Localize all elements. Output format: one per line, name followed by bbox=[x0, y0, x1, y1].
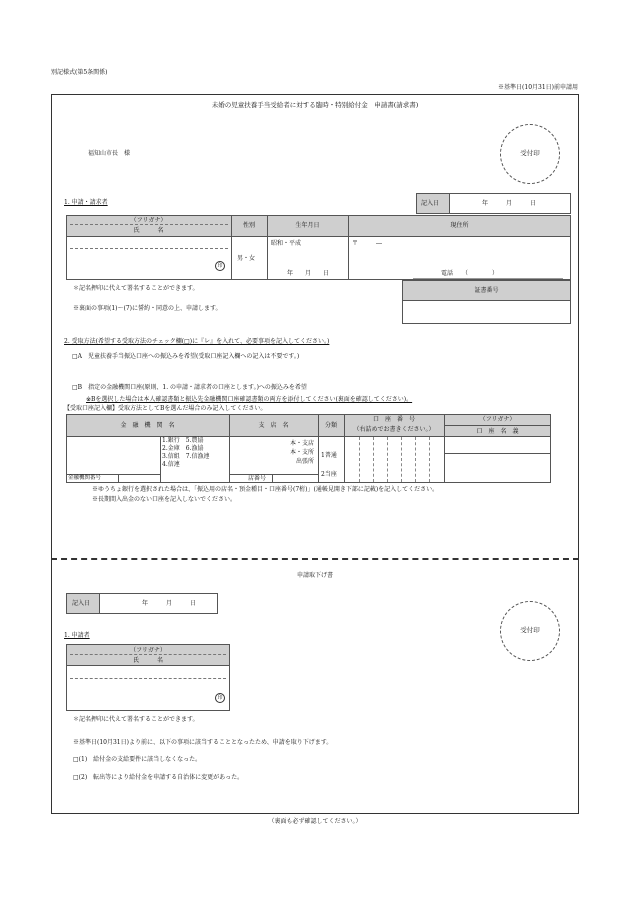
withdrawal-name-label: 氏 名 bbox=[132, 657, 163, 664]
yucho-note: ※ゆうちょ銀行を選択された場合は、「振込用の店名・預金種目・口座番号(7桁)」(通帳見開き下部に記載)を記入してください。 bbox=[92, 486, 439, 493]
account-type-row: 2当座 bbox=[321, 471, 337, 478]
certificate-number-label: 証書番号 bbox=[474, 287, 499, 294]
branch-type-row: 本・支店 bbox=[289, 440, 314, 447]
branch-type-options[interactable] bbox=[278, 439, 314, 466]
account-type-options[interactable] bbox=[321, 446, 337, 484]
bank-code-label: 金融機関番号 bbox=[68, 475, 102, 481]
withdrawal-sign-note: ＊記名押印に代えて署名することができます。 bbox=[73, 716, 199, 723]
applicant-seal-mark: 印 bbox=[215, 261, 225, 271]
footer-note: （裏面も必ず確認してください。） bbox=[268, 818, 362, 825]
option-a-checkbox[interactable]: □A 児童扶養手当振込口座への振込みを希望(受取口座記入欄への記入は不要です。) bbox=[72, 353, 300, 360]
entry-date-value: 年 月 日 bbox=[482, 200, 537, 207]
bank-type-row: 3.信組 7.信漁連 bbox=[162, 453, 210, 460]
branch-code-label: 店番号 bbox=[248, 475, 267, 482]
account-number-subheader: （右詰めでお書きください。） bbox=[353, 426, 435, 433]
postal-code-field[interactable]: 〒 ― bbox=[352, 240, 383, 247]
holder-furigana-header: （フリガナ） bbox=[479, 416, 516, 423]
branch-type-row: 出張所 bbox=[295, 458, 314, 465]
reception-stamp-area bbox=[500, 124, 560, 184]
bank-type-row: 4.信連 bbox=[162, 461, 180, 468]
branch-type-row: 本・支所 bbox=[289, 449, 314, 456]
account-type-row: 1普通 bbox=[321, 452, 337, 459]
applicant-name-label: 氏 名 bbox=[133, 227, 164, 234]
sign-note: ＊記名押印に代えて署名することができます。 bbox=[73, 285, 199, 292]
reception-stamp-label: 受付印 bbox=[520, 149, 540, 158]
bank-type-row: 2.金庫 6.漁協 bbox=[162, 445, 204, 452]
bank-type-options[interactable] bbox=[162, 437, 209, 469]
withdrawal-reason-1[interactable]: □(1) 給付金の支給要件に該当しなくなった。 bbox=[73, 756, 202, 763]
account-type-header: 分類 bbox=[324, 422, 337, 429]
account-section-heading: 【受取口座記入欄】受取方法としてBを選んだ場合のみ記入してください。 bbox=[64, 405, 267, 412]
entry-date-label: 記入日 bbox=[421, 200, 440, 207]
section2-heading: 2. 受取方法(希望する受取方法のチェック欄(□)に『レ』を入れて、必要事項を記入してください。) bbox=[64, 338, 330, 345]
bank-type-row: 1.銀行 5.農協 bbox=[162, 437, 204, 444]
account-holder-header: 口 座 名 義 bbox=[476, 428, 519, 435]
form-title: 未婚の児童扶養手当受給者に対する臨時・特別給付金 申請書(請求書) bbox=[211, 101, 419, 109]
withdrawal-date-label: 記入日 bbox=[72, 600, 91, 607]
gender-options[interactable]: 男・女 bbox=[237, 255, 256, 262]
birth-era-options[interactable]: 昭和・平成 bbox=[271, 240, 302, 247]
section1-heading: 1. 申請・請求者 bbox=[64, 199, 108, 206]
applicant-furigana-label: （フリガナ） bbox=[130, 217, 167, 224]
bank-name-header: 金 融 機 関 名 bbox=[120, 422, 175, 429]
withdrawal-seal-mark: 印 bbox=[215, 693, 225, 703]
form-reference: 別記様式(第5条関係) bbox=[51, 69, 108, 76]
account-number-header: 口 座 番 号 bbox=[372, 416, 415, 423]
withdrawal-stamp-area bbox=[500, 601, 560, 661]
pledge-note: ※裏面の事項(1)～(7)に誓約・同意の上、申請します。 bbox=[73, 305, 222, 312]
gender-label: 性別 bbox=[242, 222, 255, 229]
withdrawal-stamp-label: 受付印 bbox=[520, 626, 540, 635]
withdrawal-statement: ※基準日(10月31日)より前に、以下の事項に該当することとなったため、申請を取り下げます。 bbox=[73, 739, 333, 746]
phone-field[interactable]: 電話 （ ） bbox=[441, 270, 499, 277]
addressee: 福知山市長 様 bbox=[88, 150, 131, 157]
withdrawal-applicant-heading: 1. 申請者 bbox=[64, 632, 90, 639]
long-term-note: ※長期間入出金のない口座を記入しないでください。 bbox=[92, 496, 237, 503]
cut-line bbox=[51, 558, 579, 560]
birthdate-label: 生年月日 bbox=[295, 222, 320, 229]
option-b-note: ※Bを選択した場合は本人確認書類と振込先金融機関口座確認書類の両方を添付してください(裏面を確認してください)。 bbox=[86, 396, 413, 403]
base-date-note: ※基準日(10月31日)前申請用 bbox=[498, 84, 578, 91]
withdrawal-furigana-label: （フリガナ） bbox=[130, 647, 166, 654]
option-b-checkbox[interactable]: □B 指定の金融機関口座(原則、1. の申請・請求者の口座とします。)への振込みを希望 bbox=[72, 384, 307, 391]
birthdate-ymd: 年 月 日 bbox=[287, 270, 330, 277]
address-label: 現住所 bbox=[450, 222, 469, 229]
withdrawal-date-value: 年 月 日 bbox=[142, 600, 197, 607]
withdrawal-reason-2[interactable]: □(2) 転出等により給付金を申請する自治体に変更があった。 bbox=[73, 774, 244, 781]
withdrawal-title: 申請取下げ書 bbox=[296, 572, 333, 579]
branch-name-header: 支 店 名 bbox=[258, 422, 289, 429]
